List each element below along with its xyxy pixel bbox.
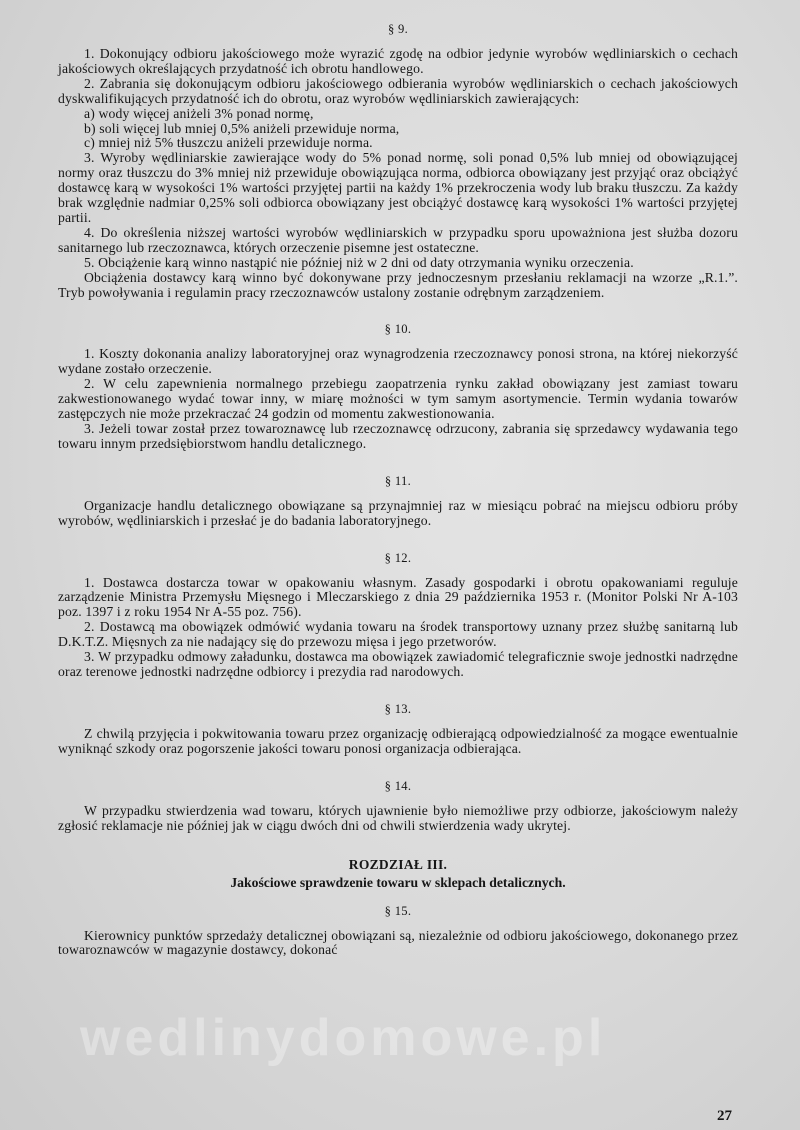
paragraph: Organizacje handlu detalicznego obowiązane są przynajmniej raz w miesiącu pobrać na miejscu odbioru próby wyrobów, wędliniarskich i przesłać je do badania laboratoryjnego. bbox=[58, 497, 738, 528]
paragraph: Kierownicy punktów sprzedaży detalicznej obowiązani są, niezależnie od odbioru jakościowego, dokonanego przez towaroznawców w magazynie dostawcy, dokonać bbox=[58, 927, 738, 958]
section-11 bbox=[58, 474, 738, 529]
paragraph: Obciążenia dostawcy karą winno być dokonywane przy jednoczesnym przesłaniu reklamacji na wzorze „R.1.”. Tryb powoływania i regulamin pracy rzeczoznawców ustalony zostanie odrębnym zarządzeniem. bbox=[58, 269, 738, 300]
paragraph: 5. Obciążenie karą winno nastąpić nie później niż w 2 dni od daty otrzymania wyniku orzeczenia. bbox=[84, 254, 634, 270]
section-heading: § 10. bbox=[384, 322, 412, 337]
document-body bbox=[58, 22, 738, 958]
paragraph: 3. W przypadku odmowy załadunku, dostawca ma obowiązek zawiadomić telegraficznie swoje jednostki nadrzędne oraz terenowe jednostki nadrzędne odbiorcy i prezydia rad narodowych. bbox=[58, 649, 738, 679]
chapter-title: ROZDZIAŁ III. bbox=[348, 856, 448, 872]
paragraph: 3. Jeżeli towar został przez towaroznawcę lub rzeczoznawcę odrzucony, zabrania się sprzedawcy wydawania tego towaru innym przedsiębiorstwom handlu detalicznego. bbox=[58, 420, 738, 451]
section-heading: § 15. bbox=[384, 903, 412, 918]
list-item: b) soli więcej lub mniej 0,5% aniżeli przewiduje norma, bbox=[84, 120, 400, 136]
section-heading: § 9. bbox=[387, 22, 409, 36]
section-13 bbox=[58, 702, 738, 757]
section-9 bbox=[58, 22, 738, 300]
chapter-3 bbox=[58, 856, 738, 892]
section-15 bbox=[58, 904, 738, 959]
site-watermark: wedlinydomowe.pl bbox=[80, 1009, 607, 1067]
paragraph: 2. W celu zapewnienia normalnego przebiegu zaopatrzenia rynku zakład obowiązany jest zamiast towaru zakwestionowanego wydać towar inny, w miarę możności w tym samym asortymencie. Termin wydania towarów zastępczych nie może przekraczać 24 godzin od momentu zakwestionowania. bbox=[58, 376, 738, 422]
chapter-subtitle: Jakościowe sprawdzenie towaru w sklepach detalicznych. bbox=[230, 874, 566, 890]
paragraph: Z chwilą przyjęcia i pokwitowania towaru przez organizację odbierającą odpowiedzialność za mogące ewentualnie wyniknąć szkody oraz pogorszenie jakości towaru ponosi organizacja odbierająca. bbox=[58, 725, 738, 756]
paragraph: 4. Do określenia niższej wartości wyrobów wędliniarskich w przypadku sporu upoważniona jest służba dozoru sanitarnego lub rzeczoznawca, których orzeczenie pisemne jest ostateczne. bbox=[58, 224, 738, 255]
section-heading: § 11. bbox=[384, 473, 412, 488]
list-item: c) mniej niż 5% tłuszczu aniżeli przewiduje norma. bbox=[84, 135, 373, 151]
paragraph: 1. Dokonujący odbioru jakościowego może wyrazić zgodę na odbior jedynie wyrobów wędliniarskich o cechach jakościowych określających przydatność ich obrotu handlowego. bbox=[58, 46, 738, 76]
page-number: 27 bbox=[717, 1108, 732, 1124]
section-14 bbox=[58, 779, 738, 834]
section-heading: § 13. bbox=[384, 701, 412, 716]
section-10 bbox=[58, 322, 738, 451]
conditions-list bbox=[58, 107, 738, 152]
paragraph: 2. Dostawcą ma obowiązek odmówić wydania towaru na środek transportowy uznany przez służbę sanitarną lub D.K.T.Z. Mięsnych za nie nadający się do przewozu mięsa i jego przetworów. bbox=[58, 619, 738, 650]
paragraph: 1. Koszty dokonania analizy laboratoryjnej oraz wynagrodzenia rzeczoznawcy ponosi strona, na której niekorzyść wydane zostało orzeczenie. bbox=[58, 346, 738, 377]
paragraph: 1. Dostawca dostarcza towar w opakowaniu własnym. Zasady gospodarki i obrotu opakowaniami reguluje zarządzenie Ministra Przemysłu Mięsnego i Mleczarskiego z dnia 29 października 1953 r. (Monitor Polski Nr A-103 poz. 1397 i z roku 1954 Nr A-55 poz. 756). bbox=[58, 574, 738, 620]
section-12 bbox=[58, 551, 738, 680]
section-heading: § 12. bbox=[384, 550, 412, 565]
list-item: a) wody więcej aniżeli 3% ponad normę, bbox=[84, 105, 314, 121]
paragraph: 2. Zabrania się dokonującym odbioru jakościowego odbierania wyrobów wędliniarskich o cechach jakościowych dyskwalifikujących przydatność ich do obrotu, oraz wyrobów wędliniarskich zawierających: bbox=[58, 75, 738, 106]
paragraph: W przypadku stwierdzenia wad towaru, których ujawnienie było niemożliwe przy odbiorze, jakościowym należy zgłosić reklamacje nie później jak w ciągu dwóch dni od chwili stwierdzenia wady ukrytej. bbox=[58, 802, 738, 833]
paragraph: 3. Wyroby wędliniarskie zawierające wody do 5% ponad normę, soli ponad 0,5% lub mniej od obowiązującej normy oraz tłuszczu do 3% mniej niż przewiduje obowiązująca norma, odbiorca obowiązany jest przyjąć oraz obciążyć dostawcę karą w wysokości 1% wartości przyjętej partii na każdy 1% przekroczenia wody lub braku tłuszczu. Za każdy brak względnie nadmiar 0,25% soli odbiorca obowiązany jest obciążyć dostawcę karą wysokości 1% wartości przyjętej partii. bbox=[58, 150, 738, 225]
section-heading: § 14. bbox=[384, 778, 412, 793]
